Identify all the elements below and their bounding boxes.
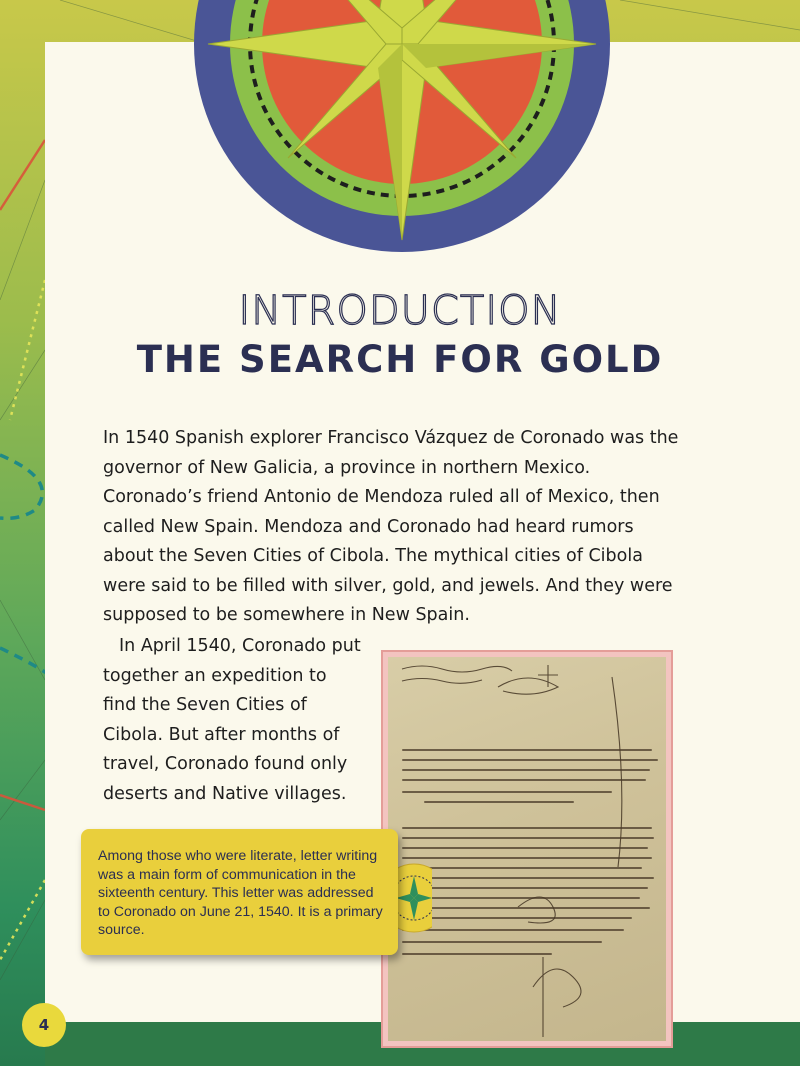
title-search-for-gold: THE SEARCH FOR GOLD <box>136 338 664 381</box>
body-paragraph-2-text: In April 1540, Coronado put together an expedition to find the Seven Cities of Cibola. But after months of travel, Coronado found only deserts and Native villages. <box>103 636 361 804</box>
compass-rose-icon <box>186 0 618 260</box>
historic-letter-image <box>388 657 666 1041</box>
body-paragraph-2 <box>103 632 365 809</box>
title-block <box>0 288 800 382</box>
caption-text: Among those who were literate, letter writing was a main form of communication in the sixteenth century. This letter was addressed to Coronado on June 21, 1540. It is a primary source. <box>98 848 383 938</box>
page-number: 4 <box>22 1003 66 1047</box>
letter-image-frame <box>381 650 673 1048</box>
caption-box <box>81 829 398 955</box>
title-introduction: INTRODUCTION <box>238 288 562 334</box>
letter-handwriting <box>388 657 666 1041</box>
body-paragraph-1: In 1540 Spanish explorer Francisco Vázquez de Coronado was the governor of New Galicia, a province in northern Mexico. Coronado’s friend Antonio de Mendoza ruled all of Mexico, then called New Spain. Mendoza and Coronado had heard rumors about the Seven Cities of Cibola. The mythical cities of Cibola were said to be filled with silver, gold, and jewels. And they were supposed to be somewhere in New Spain. <box>103 428 679 625</box>
small-compass-icon <box>396 858 432 938</box>
